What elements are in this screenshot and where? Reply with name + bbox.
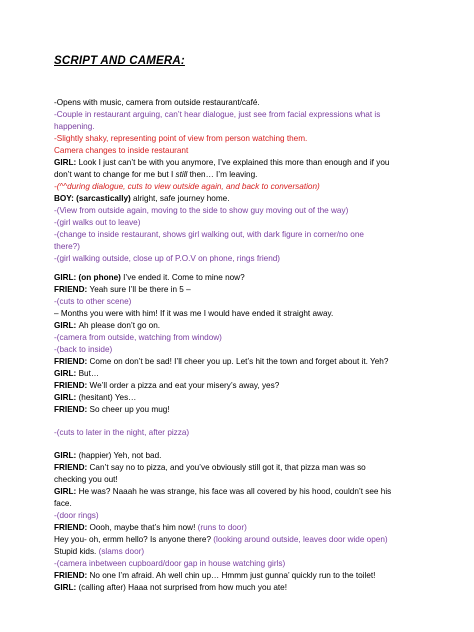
script-line bbox=[54, 474, 446, 485]
script-line bbox=[54, 193, 446, 204]
script-line bbox=[54, 486, 446, 497]
script-text: Ah please don’t go on. bbox=[78, 321, 161, 330]
script-text: GIRL: bbox=[54, 158, 79, 167]
script-text: FRIEND: bbox=[54, 405, 90, 414]
script-text: alright, safe journey home. bbox=[133, 194, 230, 203]
script-line bbox=[54, 217, 446, 228]
script-line bbox=[54, 272, 446, 283]
script-line bbox=[54, 368, 446, 379]
script-text: checking you out! bbox=[54, 475, 118, 484]
script-text: GIRL: bbox=[54, 583, 79, 592]
script-line bbox=[54, 558, 446, 569]
script-line bbox=[54, 570, 446, 581]
script-text: -(camera from outside, watching from window) bbox=[54, 333, 222, 342]
script-text: So cheer up you mug! bbox=[89, 405, 170, 414]
script-text: (looking around outside, leaves door wide open) bbox=[213, 535, 388, 544]
script-text: FRIEND: bbox=[54, 285, 90, 294]
script-line bbox=[54, 145, 446, 156]
script-text: No one I’m afraid. Ah well chin up… Hmmm just gunna’ quickly run to the toilet! bbox=[89, 571, 376, 580]
script-text: -Opens with music, camera from outside restaurant/café. bbox=[54, 98, 260, 107]
script-line bbox=[54, 121, 446, 132]
script-line bbox=[54, 241, 446, 252]
script-text: – Months you were with him! If it was me I would have ended it straight away. bbox=[54, 309, 334, 318]
script-text: Camera changes to inside restaurant bbox=[54, 146, 189, 155]
script-text: happening. bbox=[54, 122, 95, 131]
script-line bbox=[54, 392, 446, 403]
script-text: -Slightly shaky, representing point of view from person watching them. bbox=[54, 134, 308, 143]
script-line bbox=[54, 404, 446, 415]
script-line bbox=[54, 320, 446, 331]
script-text: Look I just can’t be with you anymore, I’ve explained this more than enough and if you bbox=[78, 158, 390, 167]
script-text: But… bbox=[78, 369, 100, 378]
script-text: (runs to door) bbox=[197, 523, 247, 532]
script-line bbox=[54, 427, 446, 438]
script-line bbox=[54, 356, 446, 367]
script-text: I’ve ended it. Come to mine now? bbox=[123, 273, 245, 282]
script-text: (happier) Yeh, not bad. bbox=[78, 451, 162, 460]
script-text: FRIEND: bbox=[54, 381, 90, 390]
script-text: (hesitant) Yes… bbox=[78, 393, 137, 402]
script-line bbox=[54, 332, 446, 343]
script-line bbox=[54, 462, 446, 473]
script-line bbox=[54, 157, 446, 168]
script-text: there?) bbox=[54, 242, 80, 251]
script-text: FRIEND: bbox=[54, 523, 90, 532]
page-title: SCRIPT AND CAMERA: bbox=[54, 55, 185, 67]
script-text: (calling after) Haaa not surprised from how much you ate! bbox=[78, 583, 287, 592]
script-text: -(girl walks out to leave) bbox=[54, 218, 141, 227]
script-text: We’ll order a pizza and eat your misery’s away, yes? bbox=[89, 381, 280, 390]
script-text: GIRL: bbox=[54, 451, 79, 460]
script-text: FRIEND: bbox=[54, 571, 90, 580]
script-text: then… I’m leaving. bbox=[187, 170, 258, 179]
script-text: (slams door) bbox=[98, 547, 145, 556]
script-line bbox=[54, 205, 446, 216]
script-line bbox=[54, 133, 446, 144]
script-text: -(^^during dialogue, cuts to view outside again, and back to conversation) bbox=[54, 182, 320, 191]
script-line bbox=[54, 522, 446, 533]
script-text: Can’t say no to pizza, and you’ve obviously still got it, that pizza man was so bbox=[89, 463, 366, 472]
script-line bbox=[54, 97, 446, 108]
script-line bbox=[54, 253, 446, 264]
script-line bbox=[54, 582, 446, 593]
script-line bbox=[54, 308, 446, 319]
script-text: -(cuts to other scene) bbox=[54, 297, 132, 306]
script-text: Hey you- oh, ermm hello? Is anyone there? bbox=[54, 535, 214, 544]
script-line bbox=[54, 284, 446, 295]
script-text: -(View from outside again, moving to the side to show guy moving out of the way) bbox=[54, 206, 349, 215]
script-text: -(back to inside) bbox=[54, 345, 113, 354]
script-line bbox=[54, 534, 446, 545]
script-text: -(cuts to later in the night, after pizza) bbox=[54, 428, 190, 437]
script-text: GIRL: bbox=[54, 487, 79, 496]
script-text: Come on don’t be sad! I’ll cheer you up. Let’s hit the town and forget about it. Yeh? bbox=[89, 357, 389, 366]
script-text: still bbox=[175, 170, 188, 179]
script-text: -(door rings) bbox=[54, 511, 99, 520]
script-text: face. bbox=[54, 499, 72, 508]
script-line bbox=[54, 181, 446, 192]
script-line bbox=[54, 546, 446, 557]
script-line bbox=[54, 296, 446, 307]
script-text: GIRL: bbox=[54, 369, 79, 378]
script-line bbox=[54, 380, 446, 391]
script-line bbox=[54, 109, 446, 120]
script-text: BOY: (sarcastically) bbox=[54, 194, 134, 203]
script-text: Oooh, maybe that’s him now! bbox=[89, 523, 198, 532]
script-text: -(change to inside restaurant, shows girl walking out, with dark figure in corner/no one bbox=[54, 230, 364, 239]
script-text: Stupid kids. bbox=[54, 547, 99, 556]
script-line bbox=[54, 344, 446, 355]
script-text: don’t want to change for me but I bbox=[54, 170, 176, 179]
script-text: FRIEND: bbox=[54, 463, 90, 472]
script-line bbox=[54, 169, 446, 180]
script-text: He was? Naaah he was strange, his face was all covered by his hood, couldn’t see his bbox=[78, 487, 392, 496]
script-line bbox=[54, 498, 446, 509]
script-text: -(girl walking outside, close up of P.O.V on phone, rings friend) bbox=[54, 254, 281, 263]
script-text: Yeah sure I’ll be there in 5 – bbox=[89, 285, 191, 294]
script-text: GIRL: bbox=[54, 393, 79, 402]
script-text: -Couple in restaurant arguing, can’t hear dialogue, just see from facial expressions what is bbox=[54, 110, 381, 119]
script-line bbox=[54, 510, 446, 521]
script-text: -(camera inbetween cupboard/door gap in house watching girls) bbox=[54, 559, 286, 568]
script-text: GIRL: bbox=[54, 321, 79, 330]
script-text: FRIEND: bbox=[54, 357, 90, 366]
script-text: GIRL: (on phone) bbox=[54, 273, 124, 282]
script-line bbox=[54, 229, 446, 240]
script-line bbox=[54, 450, 446, 461]
